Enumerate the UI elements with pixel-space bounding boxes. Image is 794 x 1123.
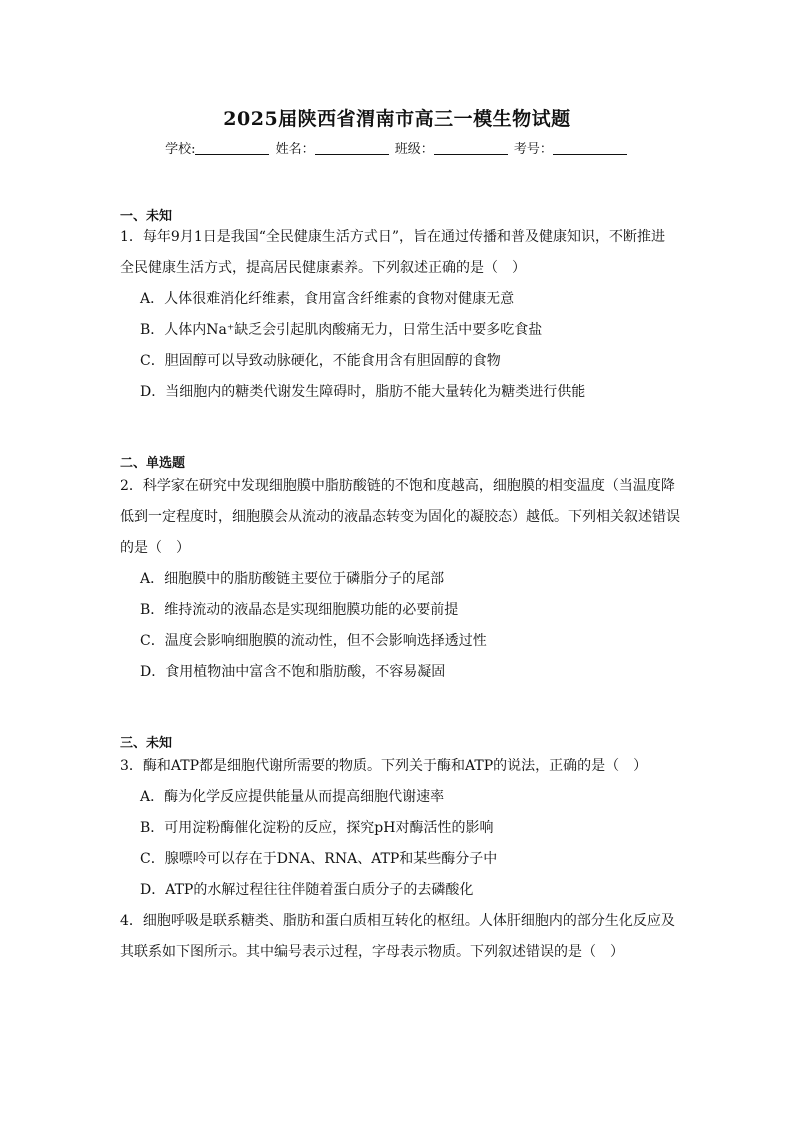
page-title: 2025届陕西省渭南市高三一模生物试题 (223, 108, 571, 130)
question-2-option-d: D．食用植物油中富含不饱和脂肪酸，不容易凝固 (140, 664, 446, 680)
question-2-option-b: B．维持流动的液晶态是实现细胞膜功能的必要前提 (140, 602, 459, 618)
question-3-option-b: B．可用淀粉酶催化淀粉的反应，探究pH对酶活性的影响 (140, 820, 494, 836)
question-4-line-2: 其联系如下图所示。其中编号表示过程，字母表示物质。下列叙述错误的是（ ） (120, 944, 624, 960)
question-3-line-1: 3．酶和ATP都是细胞代谢所需要的物质。下列关于酶和ATP的说法，正确的是（ ） (120, 758, 648, 774)
class-label: 班级： (394, 142, 434, 157)
question-3-option-c: C．腺嘌呤可以存在于DNA、RNA、ATP和某些酶分子中 (140, 851, 498, 867)
question-2-option-c: C．温度会影响细胞膜的流动性，但不会影响选择透过性 (140, 633, 487, 649)
question-3-option-d: D．ATP的水解过程往往伴随着蛋白质分子的去磷酸化 (140, 882, 474, 898)
question-1-line-2: 全民健康生活方式，提高居民健康素养。下列叙述正确的是（ ） (120, 260, 526, 276)
question-4-line-1: 4．细胞呼吸是联系糖类、脂肪和蛋白质相互转化的枢纽。人体肝细胞内的部分生化反应及 (120, 913, 675, 929)
question-1-option-c: C．胆固醇可以导致动脉硬化，不能食用含有胆固醇的食物 (140, 353, 501, 369)
section-heading: 三、未知 (120, 736, 173, 751)
school-label: 学校: (165, 142, 196, 157)
section-heading: 一、未知 (120, 209, 173, 224)
name-blank[interactable] (315, 142, 389, 155)
exam-no-blank[interactable] (553, 142, 627, 155)
exam-no-label: 考号： (513, 142, 553, 157)
section-heading: 二、单选题 (120, 456, 186, 471)
question-2-line-2: 低到一定程度时，细胞膜会从流动的液晶态转变为固化的凝胶态）越低。下列相关叙述错误 (120, 509, 680, 525)
question-1-line-1: 1．每年9月1日是我国“全民健康生活方式日”，旨在通过传播和普及健康知识，不断推进 (120, 229, 666, 245)
school-blank[interactable] (195, 142, 269, 155)
question-2-line-1: 2．科学家在研究中发现细胞膜中脂肪酸链的不饱和度越高，细胞膜的相变温度（当温度降 (120, 478, 675, 494)
question-1-option-d: D．当细胞内的糖类代谢发生障碍时，脂肪不能大量转化为糖类进行供能 (140, 384, 586, 400)
question-1-option-a: A．人体很难消化纤维素，食用富含纤维素的食物对健康无意 (140, 291, 515, 307)
question-3-option-a: A．酶为化学反应提供能量从而提高细胞代谢速率 (140, 789, 445, 805)
question-2-option-a: A．细胞膜中的脂肪酸链主要位于磷脂分子的尾部 (140, 571, 445, 587)
question-1-option-b: B．人体内Na⁺缺乏会引起肌肉酸痛无力，日常生活中要多吃食盐 (140, 322, 543, 338)
class-blank[interactable] (434, 142, 508, 155)
question-2-line-3: 的是（ ） (120, 540, 190, 556)
student-info-line (0, 138, 794, 157)
name-label: 姓名： (275, 142, 315, 157)
